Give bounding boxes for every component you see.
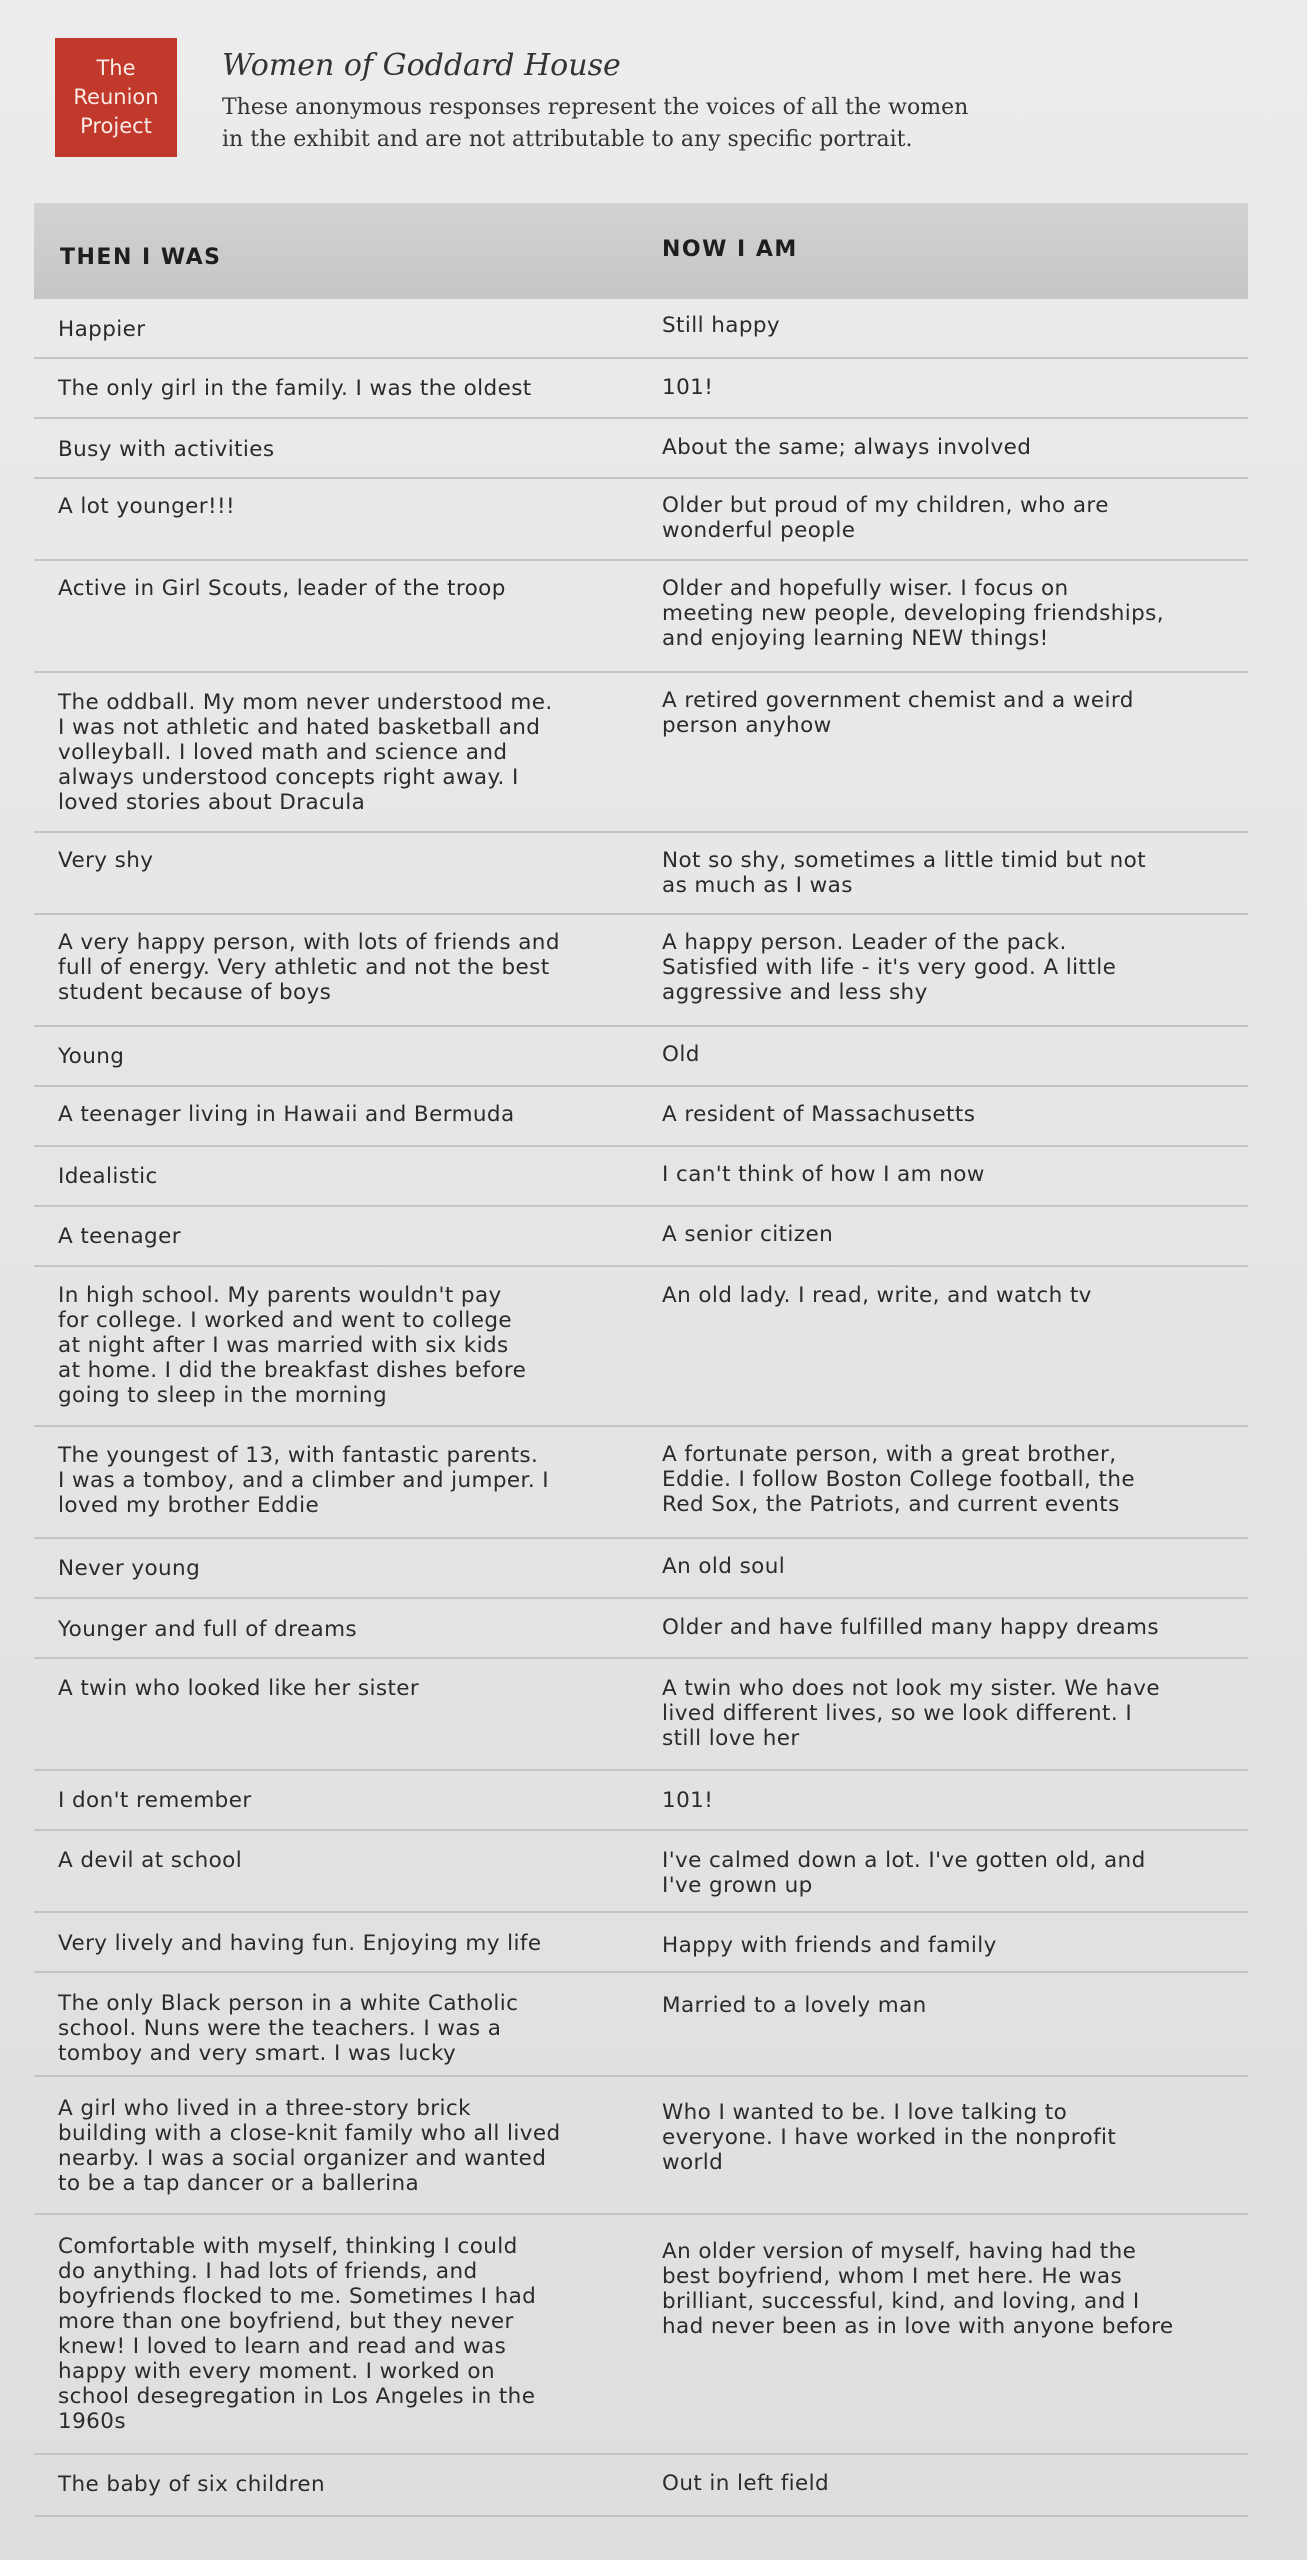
- then-cell: The only girl in the family. I was the oldest: [58, 376, 532, 401]
- table-row: [34, 1147, 1248, 1207]
- table-row: [34, 673, 1248, 833]
- table-row: [34, 1427, 1248, 1539]
- page-subtitle: These anonymous responses represent the voices of all the women in the exhibit and are not attributable to any specific portrait.: [222, 95, 969, 152]
- then-cell: The oddball. My mom never understood me. I was not athletic and hated basketball and volleyball. I loved math and science and always understood concepts right away. I loved stories about Dracula: [58, 690, 553, 815]
- now-cell: Older but proud of my children, who are wonderful people: [662, 493, 1109, 543]
- table-row: [34, 1207, 1248, 1267]
- responses-table: [34, 203, 1248, 2517]
- now-cell: Who I wanted to be. I love talking to everyone. I have worked in the nonprofit world: [662, 2100, 1117, 2175]
- now-cell: A senior citizen: [662, 1222, 834, 1247]
- now-cell: Older and have fulfilled many happy dreams: [662, 1615, 1160, 1640]
- now-cell: A resident of Massachusetts: [662, 1102, 976, 1127]
- then-cell: Very shy: [58, 848, 154, 873]
- then-cell: A girl who lived in a three-story brick building with a close-knit family who all lived nearby. I was a social organizer and wanted to be a tap dancer or a ballerina: [58, 2096, 561, 2196]
- now-cell: Married to a lovely man: [662, 1993, 927, 2018]
- now-cell: Still happy: [662, 313, 781, 338]
- then-cell: Active in Girl Scouts, leader of the troop: [58, 576, 506, 601]
- table-row: [34, 915, 1248, 1027]
- table-row: [34, 1087, 1248, 1147]
- now-cell: An old lady. I read, write, and watch tv: [662, 1283, 1092, 1308]
- then-cell: A teenager: [58, 1224, 181, 1249]
- now-cell: A happy person. Leader of the pack. Satisfied with life - it's very good. A little aggressive and less shy: [662, 930, 1117, 1005]
- table-row: [34, 1831, 1248, 1913]
- table-row: [34, 1267, 1248, 1427]
- then-cell: Young: [58, 1044, 125, 1069]
- then-cell: A lot younger!!!: [58, 494, 236, 519]
- table-body: [34, 299, 1248, 2517]
- table-row: [34, 561, 1248, 673]
- then-cell: A teenager living in Hawaii and Bermuda: [58, 1102, 515, 1127]
- table-row: [34, 2077, 1248, 2215]
- then-cell: A twin who looked like her sister: [58, 1676, 420, 1701]
- now-cell: Not so shy, sometimes a little timid but not as much as I was: [662, 848, 1147, 898]
- then-cell: The only Black person in a white Catholic school. Nuns were the teachers. I was a tomboy and very smart. I was lucky: [58, 1991, 519, 2066]
- now-cell: I've calmed down a lot. I've gotten old, and I've grown up: [662, 1848, 1146, 1898]
- then-cell: Idealistic: [58, 1164, 158, 1189]
- now-cell: An old soul: [662, 1554, 786, 1579]
- table-header: [34, 203, 1248, 299]
- table-row: [34, 1659, 1248, 1771]
- then-cell: Never young: [58, 1556, 201, 1581]
- now-cell: Older and hopefully wiser. I focus on meeting new people, developing friendships, and enjoying learning NEW things!: [662, 576, 1164, 651]
- table-row: [34, 2455, 1248, 2517]
- then-cell: In high school. My parents wouldn't pay for college. I worked and went to college at night after I was married with six kids at home. I did the breakfast dishes before going to sleep in the morning: [58, 1283, 527, 1408]
- table-row: [34, 833, 1248, 915]
- table-row: [34, 1973, 1248, 2077]
- table-row: [34, 1539, 1248, 1599]
- column-header-then: THEN I WAS: [60, 245, 222, 270]
- column-header-now: NOW I AM: [662, 237, 798, 262]
- then-cell: Younger and full of dreams: [58, 1617, 358, 1642]
- then-cell: Very lively and having fun. Enjoying my life: [58, 1931, 542, 1956]
- now-cell: Out in left field: [662, 2471, 830, 2496]
- now-cell: A retired government chemist and a weird person anyhow: [662, 688, 1134, 738]
- table-row: [34, 359, 1248, 419]
- now-cell: A twin who does not look my sister. We have lived different lives, so we look different. I still love her: [662, 1676, 1160, 1751]
- reunion-project-logo: The Reunion Project: [55, 38, 177, 157]
- table-row: [34, 2215, 1248, 2455]
- then-cell: The baby of six children: [58, 2472, 326, 2497]
- then-cell: A devil at school: [58, 1848, 243, 1873]
- table-row: [34, 299, 1248, 359]
- table-row: [34, 1599, 1248, 1659]
- then-cell: Busy with activities: [58, 437, 275, 462]
- now-cell: An older version of myself, having had the best boyfriend, whom I met here. He was brilliant, successful, kind, and loving, and I had never been as in love with anyone before: [662, 2239, 1174, 2339]
- then-cell: A very happy person, with lots of friends and full of energy. Very athletic and not the best student because of boys: [58, 930, 560, 1005]
- table-row: [34, 1027, 1248, 1087]
- now-cell: 101!: [662, 1788, 714, 1813]
- now-cell: A fortunate person, with a great brother, Eddie. I follow Boston College football, the Red Sox, the Patriots, and current events: [662, 1442, 1135, 1517]
- table-row: [34, 419, 1248, 479]
- then-cell: I don't remember: [58, 1788, 252, 1813]
- now-cell: I can't think of how I am now: [662, 1162, 985, 1187]
- now-cell: About the same; always involved: [662, 435, 1032, 460]
- table-row: [34, 1913, 1248, 1973]
- then-cell: The youngest of 13, with fantastic parents. I was a tomboy, and a climber and jumper. I loved my brother Eddie: [58, 1443, 550, 1518]
- then-cell: Happier: [58, 317, 146, 342]
- now-cell: Happy with friends and family: [662, 1933, 997, 1958]
- page-title: Women of Goddard House: [222, 48, 621, 83]
- now-cell: 101!: [662, 375, 714, 400]
- now-cell: Old: [662, 1042, 700, 1067]
- then-cell: Comfortable with myself, thinking I could do anything. I had lots of friends, and boyfriends flocked to me. Sometimes I had more than one boyfriend, but they never knew! I loved to learn and read and was happy with every moment. I worked on school desegregation in Los Angeles in the 1960s: [58, 2234, 537, 2434]
- table-row: [34, 479, 1248, 561]
- table-row: [34, 1771, 1248, 1831]
